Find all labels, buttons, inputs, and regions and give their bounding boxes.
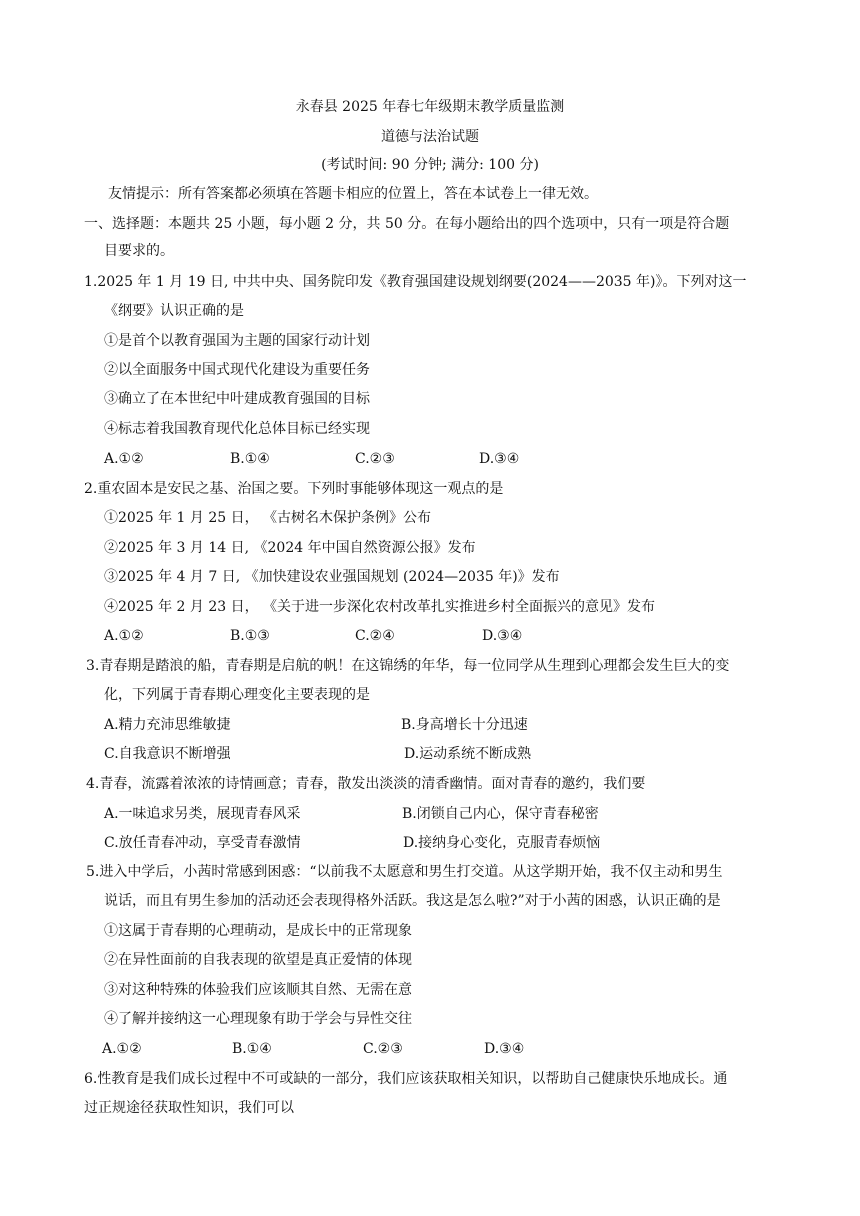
question-4-option-c: C.放任青春冲动，享受青春激情	[104, 835, 301, 851]
question-4-option-d: D.接纳身心变化，克服青春烦恼	[403, 835, 601, 851]
question-3-stem-line-1: 3.青春期是踏浪的船，青春期是启航的帆！在这锦绣的年华，每一位同学从生理到心理都会发生巨大的变	[86, 658, 730, 674]
question-3-option-d: D.运动系统不断成熟	[404, 746, 532, 762]
question-3-option-a: A.精力充沛思维敏捷	[104, 717, 231, 733]
question-5-statement-3: ③对这种特殊的体验我们应该顺其自然、无需在意	[104, 982, 412, 998]
question-5-option-a: A.①②	[102, 1041, 142, 1057]
question-5-option-d: D.③④	[484, 1041, 525, 1057]
question-5-stem-line-2: 说话，而且有男生参加的活动还会表现得格外活跃。我这是怎么啦?”对于小茜的困惑，认识正确的是	[104, 893, 721, 909]
question-5-option-c: C.②③	[363, 1041, 403, 1057]
question-4-stem: 4.青春，流露着浓浓的诗情画意；青春，散发出淡淡的清香幽情。面对青春的邀约，我们要	[86, 776, 646, 792]
question-2-stem: 2.重农固本是安民之基、治国之要。下列时事能够体现这一观点的是	[84, 481, 504, 497]
question-1-option-a: A.①②	[104, 451, 144, 467]
question-2-option-a: A.①②	[104, 628, 144, 644]
exam-subject: 道德与法治试题	[381, 129, 479, 145]
question-4-option-a: A.一味追求另类，展现青春风采	[104, 806, 301, 822]
question-3-option-b: B.身高增长十分迅速	[401, 717, 528, 733]
question-1-statement-1: ①是首个以教育强国为主题的国家行动计划	[104, 333, 370, 349]
question-3-stem-line-2: 化，下列属于青春期心理变化主要表现的是	[104, 687, 370, 703]
question-1-stem-line-2: 《纲要》认识正确的是	[104, 303, 244, 319]
question-1-option-c: C.②③	[355, 451, 395, 467]
exam-title: 永春县 2025 年春七年级期末教学质量监测	[295, 99, 565, 115]
question-5-stem-line-1: 5.进入中学后，小茜时常感到困惑：“以前我不太愿意和男生打交道。从这学期开始，我不仅主动和男生	[86, 864, 723, 880]
question-1-option-b: B.①④	[230, 451, 270, 467]
question-5-statement-2: ②在异性面前的自我表现的欲望是真正爱情的体现	[104, 952, 412, 968]
section-heading-line-2: 目要求的。	[104, 243, 174, 259]
question-1-statement-2: ②以全面服务中国式现代化建设为重要任务	[104, 362, 370, 378]
question-1-stem-line-1: 1.2025 年 1 月 19 日, 中共中央、国务院印发《教育强国建设规划纲要(2024——2035 年)》。下列对这一	[84, 274, 747, 290]
question-2-statement-2: ②2025 年 3 月 14 日, 《2024 年中国自然资源公报》发布	[104, 540, 476, 556]
question-5-statement-1: ①这属于青春期的心理萌动，是成长中的正常现象	[104, 923, 412, 939]
section-heading-line-1: 一、选择题：本题共 25 小题，每小题 2 分，共 50 分。在每小题给出的四个选项中，只有一项是符合题	[84, 216, 730, 232]
question-4-option-b: B.闭锁自己内心，保守青春秘密	[402, 806, 599, 822]
question-5-statement-4: ④了解并接纳这一心理现象有助于学会与异性交往	[104, 1011, 412, 1027]
question-6-stem-line-1: 6.性教育是我们成长过程中不可或缺的一部分，我们应该获取相关知识，以帮助自己健康快乐地成长。通	[84, 1071, 728, 1087]
question-1-statement-3: ③确立了在本世纪中叶建成教育强国的目标	[104, 391, 370, 407]
exam-time-score: (考试时间: 90 分钟; 满分: 100 分)	[321, 157, 539, 173]
question-1-statement-4: ④标志着我国教育现代化总体目标已经实现	[104, 421, 370, 437]
question-2-option-c: C.②④	[355, 628, 395, 644]
question-2-option-b: B.①③	[230, 628, 270, 644]
friendly-tip: 友情提示：所有答案都必须填在答题卡相应的位置上，答在本试卷上一律无效。	[108, 186, 598, 202]
question-2-option-d: D.③④	[482, 628, 523, 644]
question-3-option-c: C.自我意识不断增强	[104, 746, 231, 762]
question-5-option-b: B.①④	[232, 1041, 272, 1057]
question-1-option-d: D.③④	[479, 451, 520, 467]
question-2-statement-4: ④2025 年 2 月 23 日， 《关于进一步深化农村改革扎实推进乡村全面振兴的意见》发布	[104, 599, 656, 615]
question-6-stem-line-2: 过正规途径获取性知识，我们可以	[84, 1100, 294, 1116]
question-2-statement-1: ①2025 年 1 月 25 日， 《古树名木保护条例》公布	[104, 510, 432, 526]
question-2-statement-3: ③2025 年 4 月 7 日, 《加快建设农业强国规划 (2024—2035 年)》发布	[104, 569, 560, 585]
